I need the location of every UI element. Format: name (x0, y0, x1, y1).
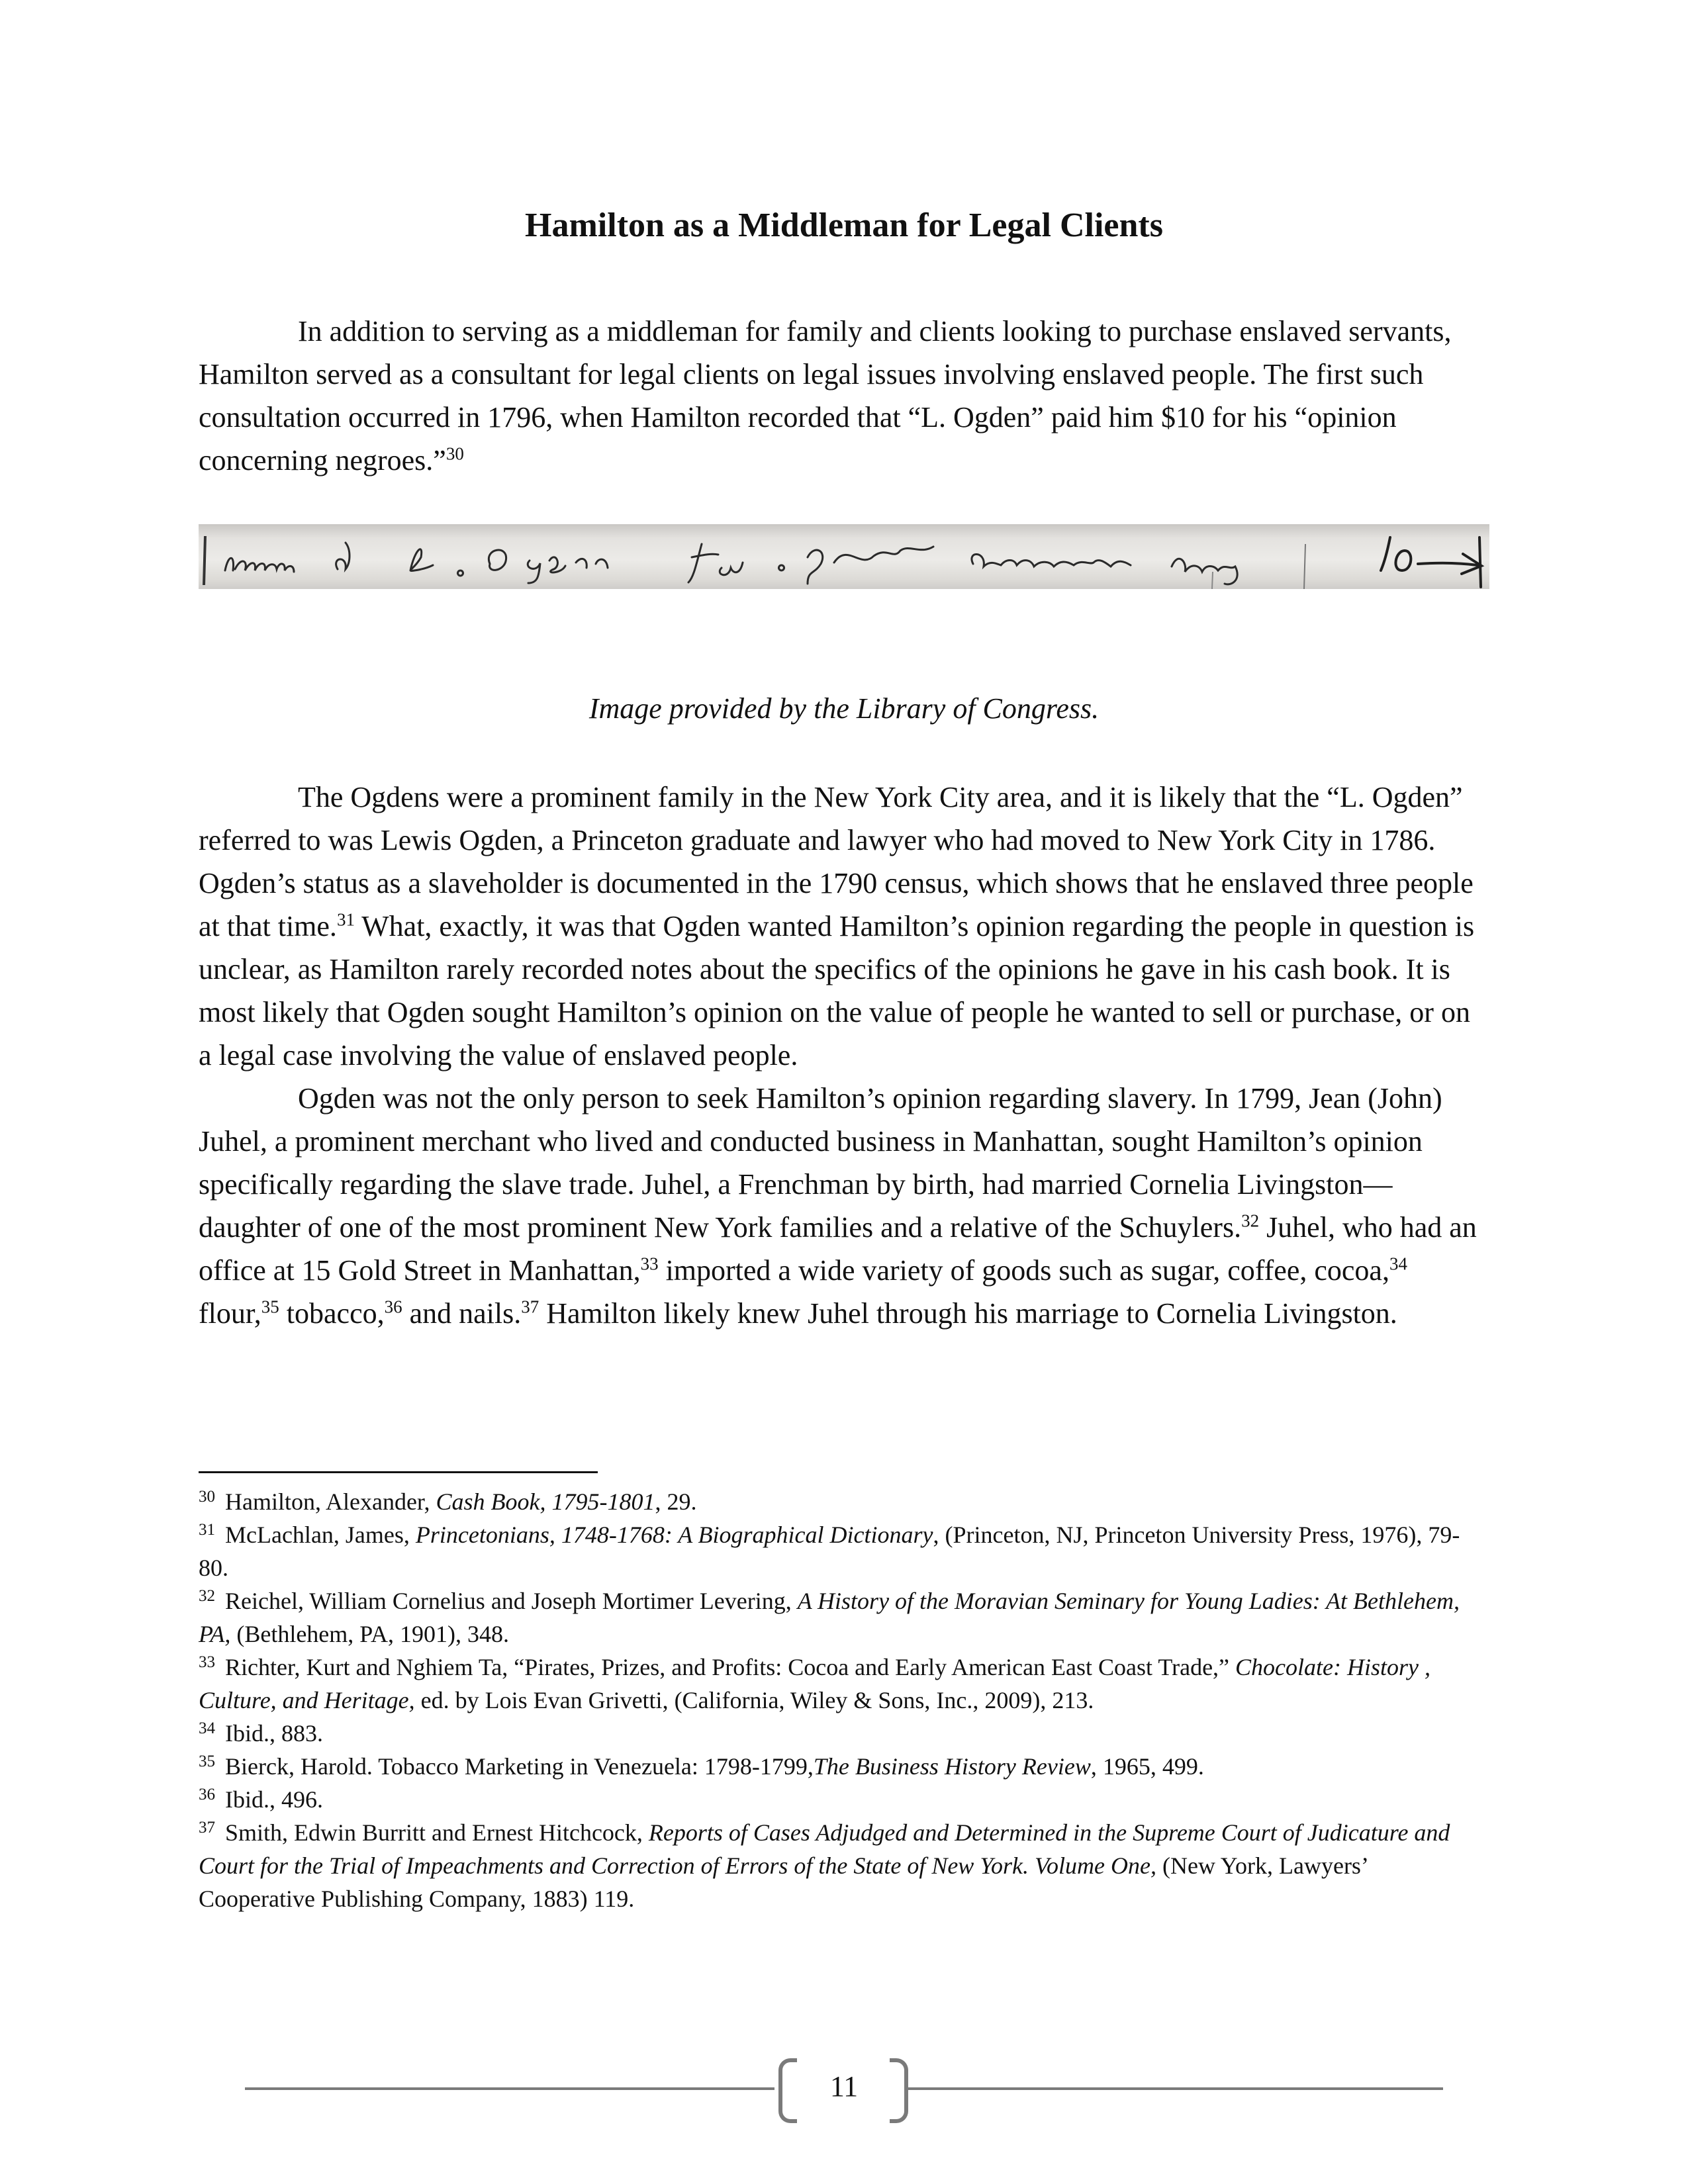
footnote-title: A History of the Moravian Seminary for Young Ladies: At Bethlehem, PA, (199, 1588, 1460, 1647)
footnote-ref-30[interactable]: 30 (445, 443, 464, 464)
footnote-32 (199, 1584, 1489, 1651)
footnote-number: 37 (199, 1819, 215, 1837)
page-footer (0, 2058, 1688, 2118)
paragraph-text: In addition to serving as a middleman for family and clients looking to purchase enslaved servants, Hamilton served as a consultant for legal clients on legal issues involving enslaved people. The first such consultation occurred in 1796, when Hamilton recorded that “L. Ogden” paid him $10 for his “opinion concerning negroes.” (199, 315, 1452, 477)
paragraph (199, 310, 1489, 482)
footnote-text: , 29. (655, 1488, 697, 1515)
paragraph-text: flour, (199, 1297, 261, 1330)
footnote-ref-33[interactable]: 33 (640, 1253, 659, 1274)
footnote-text: ed. by Lois Evan Grivetti, (California, Wiley & Sons, Inc., 2009), 213. (414, 1687, 1094, 1713)
paragraph (199, 1077, 1489, 1335)
paragraph-text: Hamilton likely knew Juhel through his marriage to Cornelia Livingston. (539, 1297, 1397, 1330)
paragraph-text: The Ogdens were a prominent family in the New York City area, and it is likely that the “L. Ogden” referred to was Lewis Ogden, a Princeton graduate and lawyer who had moved to New York City in 1786. Ogden’s status as a slaveholder is documented in the 1790 census, which shows that he enslaved three people at that time. (199, 781, 1474, 942)
footer-rule-right (908, 2087, 1443, 2090)
footnote-number: 34 (199, 1719, 215, 1737)
footnote-text: Bierck, Harold. Tobacco Marketing in Venezuela: 1798-1799, (219, 1753, 814, 1780)
footnote-ref-35[interactable]: 35 (261, 1297, 279, 1317)
footnote-number: 30 (199, 1488, 215, 1506)
footer-rule-left (245, 2087, 774, 2090)
footnote-text: , 1965, 499. (1090, 1753, 1204, 1780)
footnote-text: Ibid., 883. (219, 1720, 323, 1747)
footnote-36 (199, 1783, 1489, 1816)
manuscript-image (199, 524, 1489, 589)
section-title: Hamilton as a Middleman for Legal Clients (525, 206, 1163, 244)
paragraph-text: imported a wide variety of goods such as sugar, coffee, cocoa, (658, 1254, 1389, 1287)
paragraph-intro (199, 310, 1489, 482)
paragraph-text: Ogden was not the only person to seek Hamilton’s opinion regarding slavery. In 1799, Jean (John) Juhel, a prominent merchant who lived and conducted business in Manhattan, sought Hamilton’s opinion specifically regarding the slave trade. Juhel, a Frenchman by birth, had married Cornelia Livingston—daughter of one of the most prominent New York families and a relative of the Schuylers. (199, 1082, 1442, 1244)
page-number: 11 (829, 2070, 859, 2103)
footnote-text: , (Princeton, NJ, Princeton University Press, 1976), 79-80. (199, 1522, 1460, 1581)
footnote-title: Cash Book, 1795-1801 (436, 1488, 655, 1515)
footnote-title: The Business History Review (813, 1753, 1091, 1780)
handwriting-image (199, 524, 1489, 589)
image-caption: Image provided by the Library of Congress. (588, 692, 1100, 725)
footnote-text: (Bethlehem, PA, 1901), 348. (230, 1621, 509, 1647)
footnote-ref-31[interactable]: 31 (336, 909, 355, 930)
footnote-text: (New York, Lawyers’ Cooperative Publishing Company, 1883) 119. (199, 1852, 1368, 1912)
footnote-ref-34[interactable]: 34 (1389, 1253, 1407, 1274)
footnotes (199, 1485, 1489, 1915)
paragraph-text: and nails. (402, 1297, 522, 1330)
footnote-title: Chocolate: History , Culture, and Heritage, (199, 1654, 1430, 1713)
footnote-text: McLachlan, James, (219, 1522, 416, 1548)
footnote-ref-36[interactable]: 36 (384, 1297, 402, 1317)
footnote-ref-32[interactable]: 32 (1241, 1210, 1260, 1231)
footnote-ref-37[interactable]: 37 (521, 1297, 539, 1317)
footnote-30 (199, 1485, 1489, 1518)
footnote-35 (199, 1750, 1489, 1783)
footnote-37 (199, 1816, 1489, 1915)
footnote-text: Ibid., 496. (219, 1786, 323, 1813)
footnote-title: Reports of Cases Adjudged and Determined in the Supreme Court of Judicature and Court for the Trial of Impeachments and Correction of Errors of the State of New York. Volume One, (199, 1819, 1450, 1879)
footnote-33 (199, 1651, 1489, 1717)
footnote-number: 36 (199, 1786, 215, 1803)
footnote-text: Hamilton, Alexander, (219, 1488, 436, 1515)
footnote-title: Princetonians, 1748-1768: A Biographical Dictionary (415, 1522, 933, 1548)
footnote-34 (199, 1717, 1489, 1750)
footnote-number: 32 (199, 1587, 215, 1605)
footnote-text: Smith, Edwin Burritt and Ernest Hitchcock, (219, 1819, 649, 1846)
main-body (199, 776, 1489, 1335)
footnote-number: 35 (199, 1752, 215, 1770)
footnote-number: 33 (199, 1653, 215, 1671)
footnote-text: Richter, Kurt and Nghiem Ta, “Pirates, Prizes, and Profits: Cocoa and Early American East Coast Trade,” (219, 1654, 1236, 1680)
paragraph-text: What, exactly, it was that Ogden wanted Hamilton’s opinion regarding the people in question is unclear, as Hamilton rarely recorded notes about the specifics of the opinions he gave in his cash book. It is most likely that Ogden sought Hamilton’s opinion on the value of people he wanted to sell or purchase, or on a legal case involving the value of enslaved people. (199, 910, 1475, 1071)
paragraph (199, 776, 1489, 1077)
footnote-divider (199, 1471, 598, 1473)
footer-bracket-right (890, 2058, 908, 2123)
footnote-number: 31 (199, 1521, 215, 1539)
footnote-text: Reichel, William Cornelius and Joseph Mortimer Levering, (219, 1588, 798, 1614)
footnote-31 (199, 1518, 1489, 1584)
paragraph-text: tobacco, (279, 1297, 385, 1330)
paragraph-text: Juhel, who had an office at 15 Gold Street in Manhattan, (199, 1211, 1477, 1287)
